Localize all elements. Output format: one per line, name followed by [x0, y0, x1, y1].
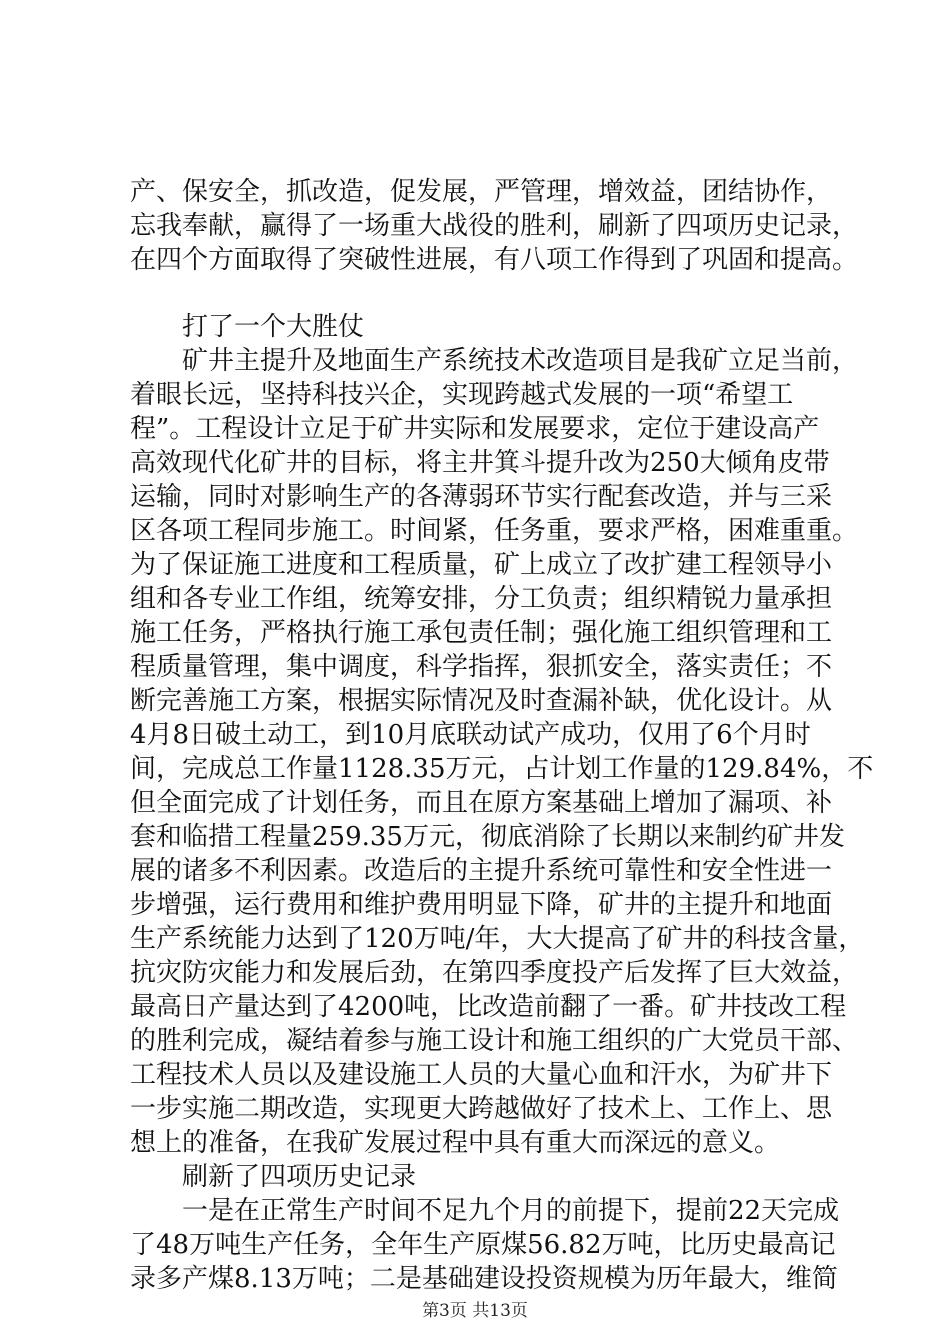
paragraph-line: 的胜利完成，凝结着参与施工设计和施工组织的广大党员干部、: [130, 1026, 859, 1056]
section-heading: 打了一个大胜仗: [182, 312, 365, 342]
paragraph-line: 想上的准备，在我矿发展过程中具有重大而深远的意义。: [130, 1128, 781, 1158]
paragraph-line: 工程技术人员以及建设施工人员的大量心血和汗水，为矿井下: [130, 1060, 833, 1090]
paragraph-line: 组和各专业工作组，统筹安排，分工负责；组织精锐力量承担: [130, 584, 833, 614]
paragraph-line: 运输，同时对影响生产的各薄弱环节实行配套改造，并与三采: [130, 482, 833, 512]
paragraph-line: 着眼长远，坚持科技兴企，实现跨越式发展的一项“希望工: [130, 380, 794, 410]
paragraph-line: 展的诸多不利因素。改造后的主提升系统可靠性和安全性进一: [130, 856, 833, 886]
paragraph-line: 抗灾防灾能力和发展后劲，在第四季度投产后发挥了巨大效益，: [130, 958, 859, 988]
paragraph-line: 高效现代化矿井的目标，将主井箕斗提升改为250大倾角皮带: [130, 448, 830, 478]
paragraph-line: 间，完成总工作量1128.35万元，占计划工作量的129.84%，不: [130, 754, 874, 784]
paragraph-line: 程”。工程设计立足于矿井实际和发展要求，定位于建设高产: [130, 414, 820, 444]
intro-line: 产、保安全，抓改造，促发展，严管理，增效益，团结协作，: [130, 177, 833, 207]
paragraph-line: 断完善施工方案，根据实际情况及时查漏补缺，优化设计。从: [130, 686, 833, 716]
intro-line: 在四个方面取得了突破性进展，有八项工作得到了巩固和提高。: [130, 245, 859, 275]
paragraph-line: 施工任务，严格执行施工承包责任制；强化施工组织管理和工: [130, 618, 833, 648]
paragraph-line: 最高日产量达到了4200吨，比改造前翻了一番。矿井技改工程: [130, 992, 847, 1022]
paragraph-line: 录多产煤8.13万吨；二是基础建设投资规模为历年最大，维简: [130, 1264, 838, 1294]
paragraph-line: 4月8日破土动工，到10月底联动试产成功，仅用了6个月时: [130, 720, 811, 750]
paragraph-line: 但全面完成了计划任务，而且在原方案基础上增加了漏项、补: [130, 788, 833, 818]
intro-line: 忘我奉献，赢得了一场重大战役的胜利，刷新了四项历史记录，: [130, 211, 859, 241]
paragraph-line: 生产系统能力达到了120万吨/年，大大提高了矿井的科技含量，: [130, 924, 865, 954]
paragraph-line: 套和临措工程量259.35万元，彻底消除了长期以来制约矿井发: [130, 822, 845, 852]
page-footer: 第3页 共13页: [422, 1301, 528, 1321]
paragraph-line: 了48万吨生产任务，全年生产原煤56.82万吨，比历史最高记: [130, 1230, 836, 1260]
paragraph-line: 一步实施二期改造，实现更大跨越做好了技术上、工作上、思: [130, 1094, 833, 1124]
paragraph-line: 步增强，运行费用和维护费用明显下降，矿井的主提升和地面: [130, 890, 833, 920]
paragraph-line: 一是在正常生产时间不足九个月的前提下，提前22天完成: [182, 1196, 840, 1226]
paragraph-line: 程质量管理，集中调度，科学指挥，狠抓安全，落实责任；不: [130, 652, 833, 682]
paragraph-line: 区各项工程同步施工。时间紧，任务重，要求严格，困难重重。: [130, 516, 859, 546]
section-heading: 刷新了四项历史记录: [182, 1162, 417, 1192]
paragraph-line: 为了保证施工进度和工程质量，矿上成立了改扩建工程领导小: [130, 550, 833, 580]
paragraph-line: 矿井主提升及地面生产系统技术改造项目是我矿立足当前，: [182, 346, 859, 376]
